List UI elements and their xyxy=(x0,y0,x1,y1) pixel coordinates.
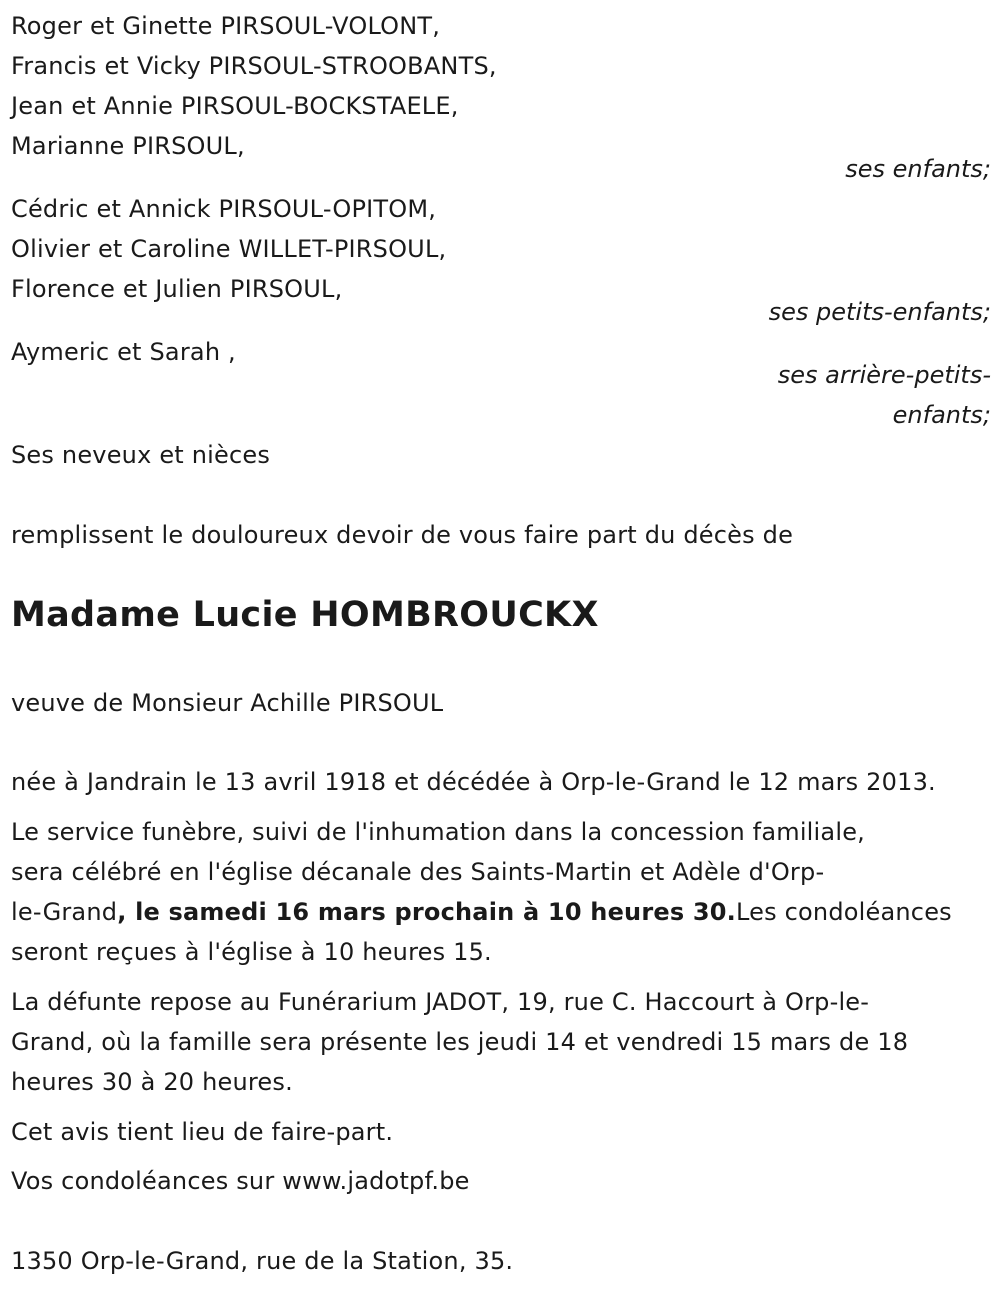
service-line xyxy=(11,892,952,932)
obituary-notice xyxy=(11,0,991,1295)
children-label: ses enfants; xyxy=(845,155,991,183)
widow-of-line: veuve de Monsieur Achille PIRSOUL xyxy=(11,689,444,717)
great-grandchildren-label: ses arrière-petits- xyxy=(777,361,991,389)
service-text: Les condoléances xyxy=(736,898,952,926)
great-grandchild-name: Aymeric et Sarah , xyxy=(11,338,236,366)
child-name: Marianne PIRSOUL, xyxy=(11,132,245,160)
service-line: Le service funèbre, suivi de l'inhumation dans la concession familiale, xyxy=(11,818,865,846)
notice-line: Cet avis tient lieu de faire-part. xyxy=(11,1118,394,1146)
address-line: 1350 Orp-le-Grand, rue de la Station, 35. xyxy=(11,1247,514,1275)
child-name: Jean et Annie PIRSOUL-BOCKSTAELE, xyxy=(11,92,459,120)
deceased-name: Madame Lucie HOMBROUCKX xyxy=(11,595,599,635)
service-date-time: , le samedi 16 mars prochain à 10 heures 30. xyxy=(117,898,736,926)
great-grandchildren-label: enfants; xyxy=(892,401,991,429)
grandchild-name: Olivier et Caroline WILLET-PIRSOUL, xyxy=(11,235,447,263)
condolences-web-line: Vos condoléances sur www.jadotpf.be xyxy=(11,1167,470,1195)
birth-death-line: née à Jandrain le 13 avril 1918 et décédée à Orp-le-Grand le 12 mars 2013. xyxy=(11,768,936,796)
grandchild-name: Florence et Julien PIRSOUL, xyxy=(11,275,343,303)
child-name: Roger et Ginette PIRSOUL-VOLONT, xyxy=(11,12,441,40)
rest-line: Grand, où la famille sera présente les jeudi 14 et vendredi 15 mars de 18 xyxy=(11,1028,909,1056)
child-name: Francis et Vicky PIRSOUL-STROOBANTS, xyxy=(11,52,497,80)
grandchild-name: Cédric et Annick PIRSOUL-OPITOM, xyxy=(11,195,437,223)
nephews-line: Ses neveux et nièces xyxy=(11,441,271,469)
grandchildren-label: ses petits-enfants; xyxy=(768,298,991,326)
service-line: sera célébré en l'église décanale des Saints-Martin et Adèle d'Orp- xyxy=(11,858,825,886)
rest-line: La défunte repose au Funérarium JADOT, 19, rue C. Haccourt à Orp-le- xyxy=(11,988,870,1016)
service-line: seront reçues à l'église à 10 heures 15. xyxy=(11,938,492,966)
service-text: le-Grand xyxy=(11,898,118,926)
announcement-line: remplissent le douloureux devoir de vous faire part du décès de xyxy=(11,521,794,549)
rest-line: heures 30 à 20 heures. xyxy=(11,1068,293,1096)
